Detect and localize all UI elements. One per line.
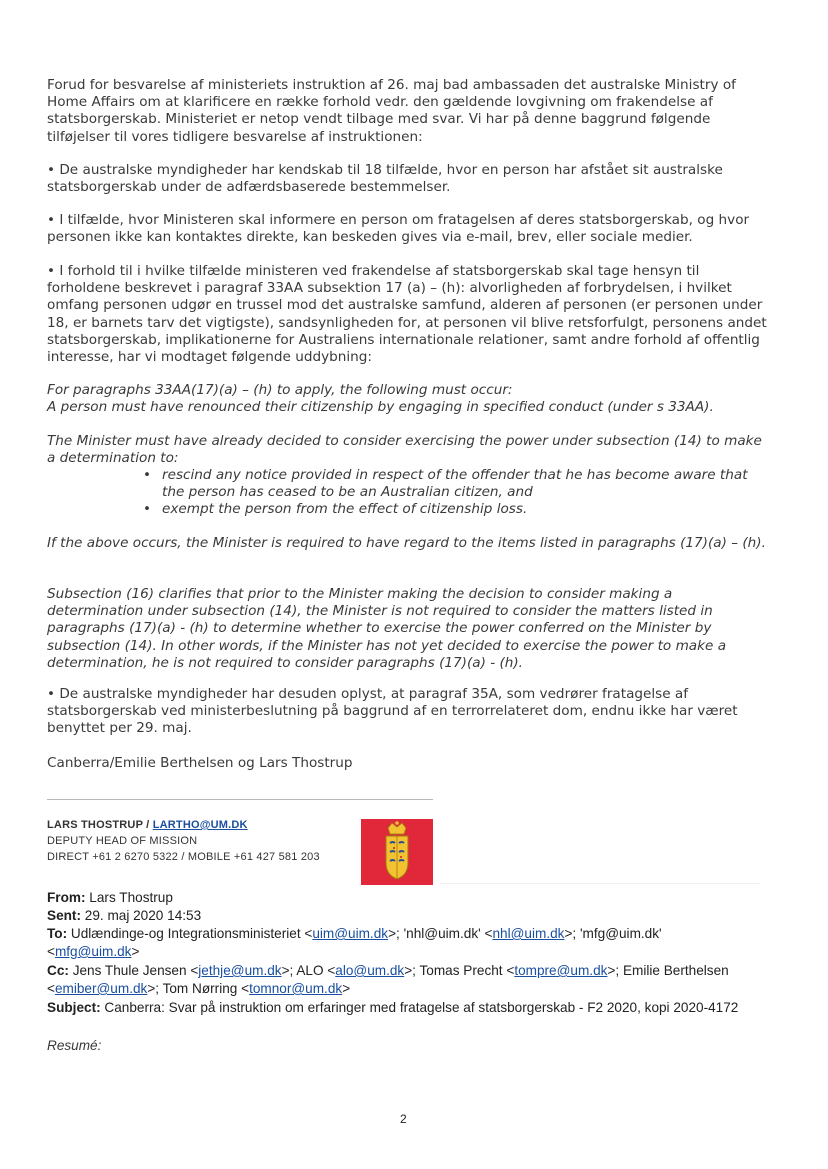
resume-heading: Resumé: xyxy=(47,1038,102,1053)
quote-paragraph-2: The Minister must have already decided to consider exercising the power under subsection (14) to make a determination to: xyxy=(47,433,762,467)
sub-bullet-2: exempt the person from the effect of citizenship loss. xyxy=(162,501,528,517)
email-sent: Sent: 29. maj 2020 14:53 xyxy=(47,908,202,923)
sub-bullet-1: rescind any notice provided in respect of the offender that he has become aware that the person has ceased to be an Australian citizen, and xyxy=(162,467,748,501)
signature-name: LARS THOSTRUP / xyxy=(47,819,150,831)
email-link[interactable]: mfg@uim.dk xyxy=(54,944,132,959)
bullet-paragraph-1: • De australske myndigheder har kendskab til 18 tilfælde, hvor en person har afstået sit australske statsborgerskab under de adfærdsbaserede bestemmelser. xyxy=(47,162,723,196)
email-link[interactable]: jethje@um.dk xyxy=(198,963,282,978)
sub-bullet-dot: • xyxy=(143,501,152,517)
signature-divider xyxy=(47,799,433,800)
email-to-line-2: <mfg@uim.dk> xyxy=(47,944,140,959)
email-to-line-1: To: Udlændinge-og Integrationsministeriet <uim@uim.dk>; 'nhl@uim.dk' <nhl@uim.dk>; 'mfg@uim.dk' xyxy=(47,926,662,941)
bullet-paragraph-4: • De australske myndigheder har desuden oplyst, at paragraf 35A, som vedrører fratagelse af statsborgerskab ved ministerbeslutning på baggrund af en terrorrelateret dom, endnu ikke har været benyttet per 29. maj. xyxy=(47,686,738,737)
email-link[interactable]: uim@uim.dk xyxy=(312,926,389,941)
email-link[interactable]: nhl@uim.dk xyxy=(492,926,565,941)
sub-bullet-dot: • xyxy=(143,467,152,483)
quote-paragraph-4: Subsection (16) clarifies that prior to the Minister making the decision to consider making a determination under subsection (14), the Minister is not required to consider the matters listed in paragraphs (17)(a) - (h) to determine whether to exercise the power conferred on the Minister by subsection (14). In other words, if the Minister has not yet decided to exercise the power to make a determination, he is not required to consider paragraphs (17)(a) - (h). xyxy=(47,586,727,671)
email-link[interactable]: tomnor@um.dk xyxy=(249,981,343,996)
email-link[interactable]: tompre@um.dk xyxy=(514,963,608,978)
crown-shield-icon xyxy=(361,819,433,885)
email-subject: Subject: Canberra: Svar på instruktion om erfaringer med fratagelse af statsborgerskab - F2 2020, kopi 2020-4172 xyxy=(47,1000,739,1015)
bullet-paragraph-2: • I tilfælde, hvor Ministeren skal informere en person om fratagelsen af deres statsborgerskab, og hvor personen ikke kan kontaktes direkte, kan beskeden gives via e-mail, brev, eller sociale medier. xyxy=(47,212,750,246)
signature-email-link[interactable]: LARTHO@UM.DK xyxy=(152,819,248,831)
quote-paragraph-3: If the above occurs, the Minister is required to have regard to the items listed in paragraphs (17)(a) – (h). xyxy=(47,535,766,551)
email-link[interactable]: emiber@um.dk xyxy=(54,981,148,996)
signature-title: DEPUTY HEAD OF MISSION xyxy=(47,835,198,847)
quote-paragraph-1: For paragraphs 33AA(17)(a) – (h) to apply, the following must occur: A person must have renounced their citizenship by engaging in specified conduct (under s 33AA). xyxy=(47,382,714,416)
royal-coat-of-arms-logo xyxy=(361,819,433,885)
email-cc-line-2: <emiber@um.dk>; Tom Nørring <tomnor@um.dk> xyxy=(47,981,351,996)
email-cc-line-1: Cc: Jens Thule Jensen <jethje@um.dk>; ALO <alo@um.dk>; Tomas Precht <tompre@um.dk>; Emilie Berthelsen xyxy=(47,963,729,978)
email-from: From: Lars Thostrup xyxy=(47,890,173,905)
faint-divider xyxy=(440,883,760,884)
intro-paragraph: Forud for besvarelse af ministeriets instruktion af 26. maj bad ambassaden det australske Ministry of Home Affairs om at klarificere en række forhold vedr. den gældende lovgivning om frakendelse af statsborgerskab. Ministeriet er netop vendt tilbage med svar. Vi har på denne baggrund følgende tilføjelser til vores tidligere besvarelse af instruktionen: xyxy=(47,77,736,145)
signature-phones: DIRECT +61 2 6270 5322 / MOBILE +61 427 581 203 xyxy=(47,851,320,863)
page-number: 2 xyxy=(400,1112,407,1126)
signoff: Canberra/Emilie Berthelsen og Lars Thostrup xyxy=(47,755,353,771)
signature-name-line xyxy=(47,818,248,833)
email-link[interactable]: alo@um.dk xyxy=(335,963,405,978)
bullet-paragraph-3: • I forhold til i hvilke tilfælde ministeren ved frakendelse af statsborgerskab skal tage hensyn til forholdene beskrevet i paragraf 33AA subsektion 17 (a) – (h): alvorligheden af forbrydelsen, i hvilket omfang personen udgør en trussel mod det australske samfund, alderen af personen (er personen under 18, er barnets tarv det vigtigste), sandsynligheden for, at personen vil blive retsforfulgt, personens andet statsborgerskab, implikationerne for Australiens internationale relationer, samt andre forhold af offentlig interesse, har vi modtaget følgende uddybning: xyxy=(47,263,767,366)
